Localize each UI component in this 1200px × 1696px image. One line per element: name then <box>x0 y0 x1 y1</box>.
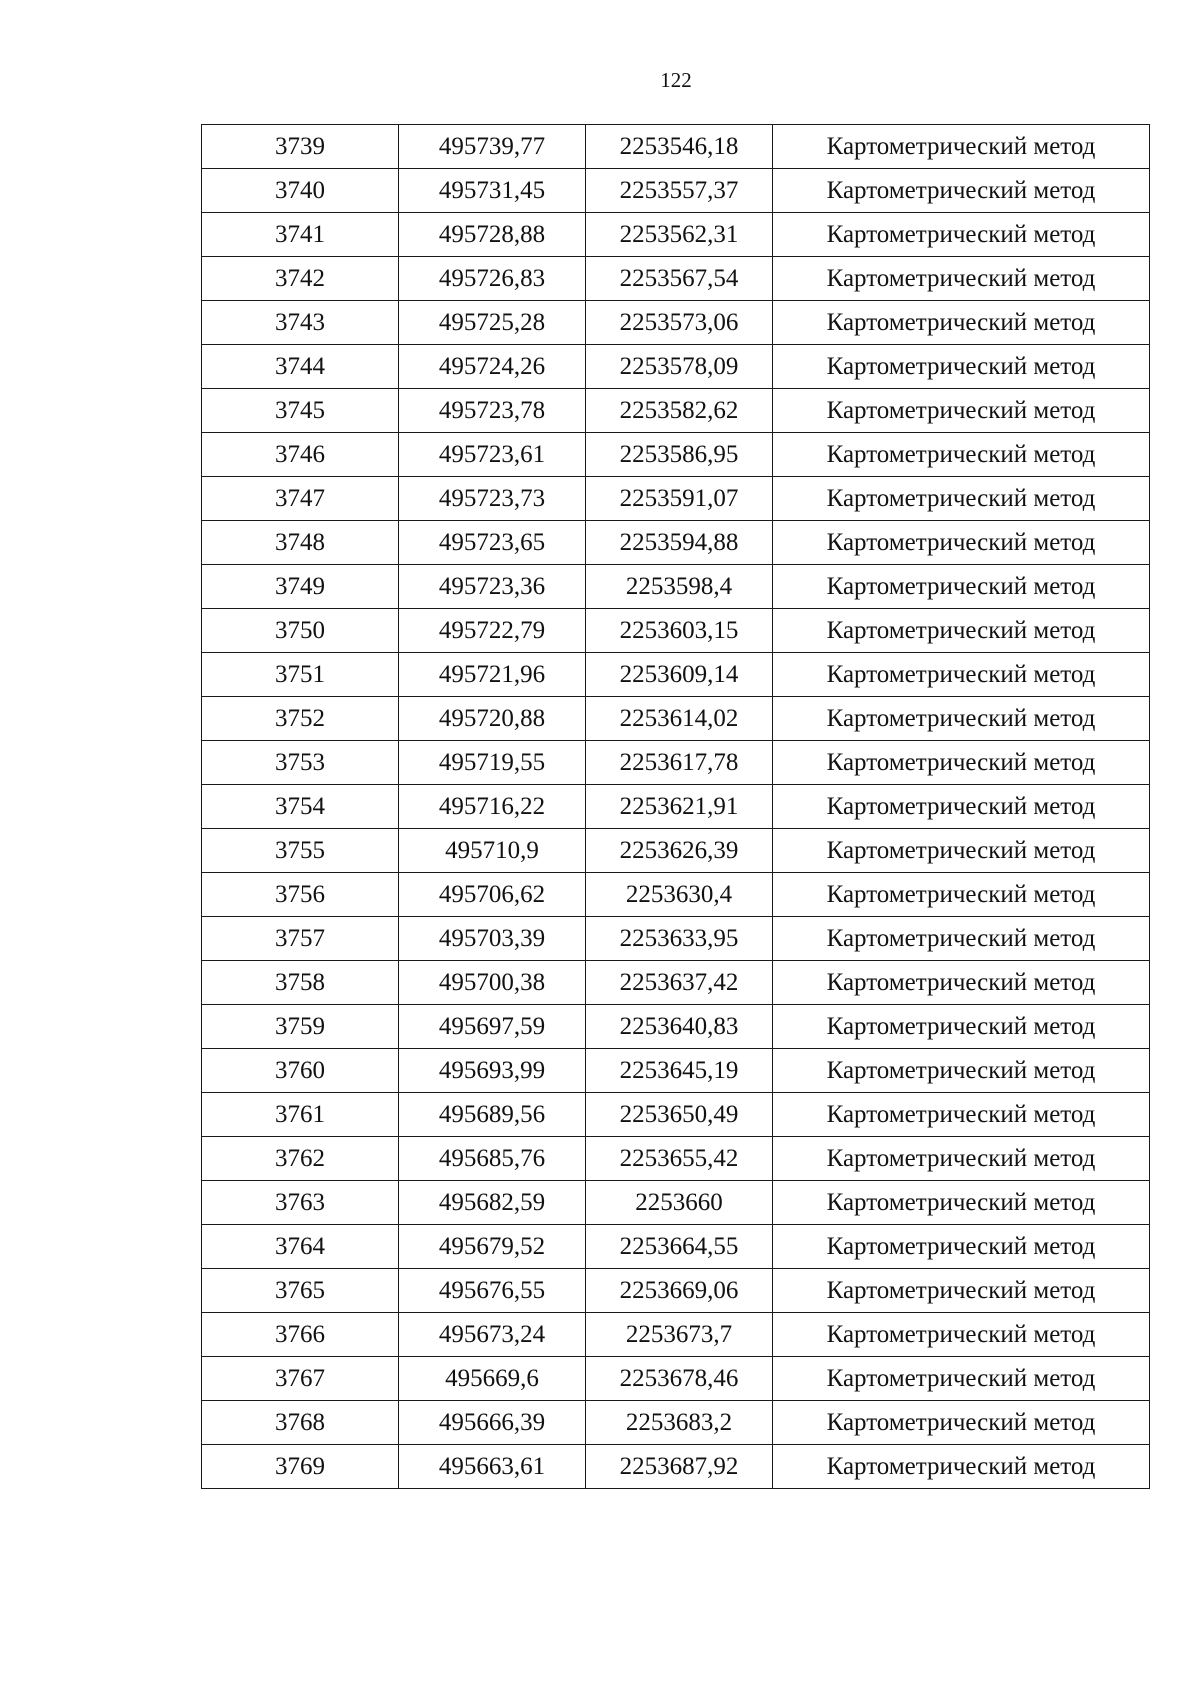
y-coordinate-cell: 2253573,06 <box>586 301 773 345</box>
table-row <box>202 1225 1150 1269</box>
method-cell: Картометрический метод <box>773 1181 1150 1225</box>
method-cell: Картометрический метод <box>773 1357 1150 1401</box>
y-coordinate-cell: 2253630,4 <box>586 873 773 917</box>
x-coordinate-cell: 495716,22 <box>399 785 586 829</box>
x-coordinate-cell: 495706,62 <box>399 873 586 917</box>
method-cell: Картометрический метод <box>773 433 1150 477</box>
point-number-cell: 3769 <box>202 1445 399 1489</box>
table-row <box>202 1445 1150 1489</box>
method-cell: Картометрический метод <box>773 1445 1150 1489</box>
x-coordinate-cell: 495723,65 <box>399 521 586 565</box>
method-cell: Картометрический метод <box>773 829 1150 873</box>
x-coordinate-cell: 495722,79 <box>399 609 586 653</box>
y-coordinate-cell: 2253594,88 <box>586 521 773 565</box>
x-coordinate-cell: 495723,73 <box>399 477 586 521</box>
table-row <box>202 389 1150 433</box>
table-row <box>202 1269 1150 1313</box>
point-number-cell: 3758 <box>202 961 399 1005</box>
y-coordinate-cell: 2253633,95 <box>586 917 773 961</box>
x-coordinate-cell: 495663,61 <box>399 1445 586 1489</box>
point-number-cell: 3757 <box>202 917 399 961</box>
point-number-cell: 3767 <box>202 1357 399 1401</box>
y-coordinate-cell: 2253603,15 <box>586 609 773 653</box>
table-row <box>202 565 1150 609</box>
point-number-cell: 3754 <box>202 785 399 829</box>
x-coordinate-cell: 495682,59 <box>399 1181 586 1225</box>
x-coordinate-cell: 495673,24 <box>399 1313 586 1357</box>
point-number-cell: 3764 <box>202 1225 399 1269</box>
table-row <box>202 301 1150 345</box>
point-number-cell: 3751 <box>202 653 399 697</box>
x-coordinate-cell: 495697,59 <box>399 1005 586 1049</box>
table-row <box>202 785 1150 829</box>
y-coordinate-cell: 2253617,78 <box>586 741 773 785</box>
method-cell: Картометрический метод <box>773 1049 1150 1093</box>
point-number-cell: 3750 <box>202 609 399 653</box>
y-coordinate-cell: 2253650,49 <box>586 1093 773 1137</box>
point-number-cell: 3756 <box>202 873 399 917</box>
y-coordinate-cell: 2253562,31 <box>586 213 773 257</box>
table-row <box>202 653 1150 697</box>
method-cell: Картометрический метод <box>773 345 1150 389</box>
x-coordinate-cell: 495719,55 <box>399 741 586 785</box>
point-number-cell: 3762 <box>202 1137 399 1181</box>
table-row <box>202 609 1150 653</box>
method-cell: Картометрический метод <box>773 961 1150 1005</box>
method-cell: Картометрический метод <box>773 1093 1150 1137</box>
method-cell: Картометрический метод <box>773 917 1150 961</box>
table-row <box>202 477 1150 521</box>
table-row <box>202 741 1150 785</box>
method-cell: Картометрический метод <box>773 1005 1150 1049</box>
x-coordinate-cell: 495689,56 <box>399 1093 586 1137</box>
method-cell: Картометрический метод <box>773 741 1150 785</box>
table-row <box>202 433 1150 477</box>
table-row <box>202 961 1150 1005</box>
table-row <box>202 521 1150 565</box>
point-number-cell: 3759 <box>202 1005 399 1049</box>
x-coordinate-cell: 495725,28 <box>399 301 586 345</box>
x-coordinate-cell: 495685,76 <box>399 1137 586 1181</box>
table-row <box>202 917 1150 961</box>
y-coordinate-cell: 2253626,39 <box>586 829 773 873</box>
x-coordinate-cell: 495739,77 <box>399 125 586 169</box>
y-coordinate-cell: 2253655,42 <box>586 1137 773 1181</box>
x-coordinate-cell: 495710,9 <box>399 829 586 873</box>
y-coordinate-cell: 2253664,55 <box>586 1225 773 1269</box>
y-coordinate-cell: 2253637,42 <box>586 961 773 1005</box>
table-row <box>202 1005 1150 1049</box>
method-cell: Картометрический метод <box>773 301 1150 345</box>
point-number-cell: 3741 <box>202 213 399 257</box>
x-coordinate-cell: 495669,6 <box>399 1357 586 1401</box>
point-number-cell: 3752 <box>202 697 399 741</box>
x-coordinate-cell: 495700,38 <box>399 961 586 1005</box>
y-coordinate-cell: 2253673,7 <box>586 1313 773 1357</box>
table-row <box>202 1313 1150 1357</box>
y-coordinate-cell: 2253687,92 <box>586 1445 773 1489</box>
table-row <box>202 1049 1150 1093</box>
table-row <box>202 873 1150 917</box>
x-coordinate-cell: 495666,39 <box>399 1401 586 1445</box>
page-number: 122 <box>660 68 692 92</box>
x-coordinate-cell: 495731,45 <box>399 169 586 213</box>
table-row <box>202 697 1150 741</box>
method-cell: Картометрический метод <box>773 257 1150 301</box>
point-number-cell: 3763 <box>202 1181 399 1225</box>
method-cell: Картометрический метод <box>773 1401 1150 1445</box>
y-coordinate-cell: 2253598,4 <box>586 565 773 609</box>
x-coordinate-cell: 495728,88 <box>399 213 586 257</box>
y-coordinate-cell: 2253640,83 <box>586 1005 773 1049</box>
y-coordinate-cell: 2253669,06 <box>586 1269 773 1313</box>
x-coordinate-cell: 495720,88 <box>399 697 586 741</box>
y-coordinate-cell: 2253645,19 <box>586 1049 773 1093</box>
point-number-cell: 3765 <box>202 1269 399 1313</box>
method-cell: Картометрический метод <box>773 477 1150 521</box>
method-cell: Картометрический метод <box>773 213 1150 257</box>
point-number-cell: 3739 <box>202 125 399 169</box>
point-number-cell: 3748 <box>202 521 399 565</box>
method-cell: Картометрический метод <box>773 169 1150 213</box>
point-number-cell: 3761 <box>202 1093 399 1137</box>
y-coordinate-cell: 2253609,14 <box>586 653 773 697</box>
point-number-cell: 3743 <box>202 301 399 345</box>
y-coordinate-cell: 2253614,02 <box>586 697 773 741</box>
method-cell: Картометрический метод <box>773 1313 1150 1357</box>
x-coordinate-cell: 495726,83 <box>399 257 586 301</box>
y-coordinate-cell: 2253683,2 <box>586 1401 773 1445</box>
table-row <box>202 213 1150 257</box>
y-coordinate-cell: 2253567,54 <box>586 257 773 301</box>
table-row <box>202 169 1150 213</box>
method-cell: Картометрический метод <box>773 873 1150 917</box>
y-coordinate-cell: 2253578,09 <box>586 345 773 389</box>
x-coordinate-cell: 495693,99 <box>399 1049 586 1093</box>
point-number-cell: 3768 <box>202 1401 399 1445</box>
point-number-cell: 3760 <box>202 1049 399 1093</box>
method-cell: Картометрический метод <box>773 389 1150 433</box>
table-row <box>202 257 1150 301</box>
coordinates-table <box>201 124 1150 1489</box>
method-cell: Картометрический метод <box>773 565 1150 609</box>
method-cell: Картометрический метод <box>773 125 1150 169</box>
x-coordinate-cell: 495679,52 <box>399 1225 586 1269</box>
table-row <box>202 1357 1150 1401</box>
point-number-cell: 3746 <box>202 433 399 477</box>
x-coordinate-cell: 495676,55 <box>399 1269 586 1313</box>
y-coordinate-cell: 2253557,37 <box>586 169 773 213</box>
x-coordinate-cell: 495721,96 <box>399 653 586 697</box>
point-number-cell: 3755 <box>202 829 399 873</box>
point-number-cell: 3740 <box>202 169 399 213</box>
point-number-cell: 3766 <box>202 1313 399 1357</box>
method-cell: Картометрический метод <box>773 1225 1150 1269</box>
x-coordinate-cell: 495703,39 <box>399 917 586 961</box>
y-coordinate-cell: 2253621,91 <box>586 785 773 829</box>
table-body <box>202 125 1150 1489</box>
method-cell: Картометрический метод <box>773 697 1150 741</box>
point-number-cell: 3753 <box>202 741 399 785</box>
method-cell: Картометрический метод <box>773 521 1150 565</box>
x-coordinate-cell: 495723,36 <box>399 565 586 609</box>
table-row <box>202 1137 1150 1181</box>
x-coordinate-cell: 495723,78 <box>399 389 586 433</box>
point-number-cell: 3747 <box>202 477 399 521</box>
x-coordinate-cell: 495723,61 <box>399 433 586 477</box>
method-cell: Картометрический метод <box>773 785 1150 829</box>
point-number-cell: 3745 <box>202 389 399 433</box>
table-row <box>202 1093 1150 1137</box>
y-coordinate-cell: 2253678,46 <box>586 1357 773 1401</box>
y-coordinate-cell: 2253586,95 <box>586 433 773 477</box>
table-row <box>202 829 1150 873</box>
table-row <box>202 125 1150 169</box>
method-cell: Картометрический метод <box>773 1137 1150 1181</box>
point-number-cell: 3744 <box>202 345 399 389</box>
table-row <box>202 1401 1150 1445</box>
y-coordinate-cell: 2253660 <box>586 1181 773 1225</box>
method-cell: Картометрический метод <box>773 653 1150 697</box>
table-row <box>202 345 1150 389</box>
point-number-cell: 3749 <box>202 565 399 609</box>
y-coordinate-cell: 2253591,07 <box>586 477 773 521</box>
y-coordinate-cell: 2253546,18 <box>586 125 773 169</box>
y-coordinate-cell: 2253582,62 <box>586 389 773 433</box>
method-cell: Картометрический метод <box>773 609 1150 653</box>
point-number-cell: 3742 <box>202 257 399 301</box>
x-coordinate-cell: 495724,26 <box>399 345 586 389</box>
table-row <box>202 1181 1150 1225</box>
method-cell: Картометрический метод <box>773 1269 1150 1313</box>
